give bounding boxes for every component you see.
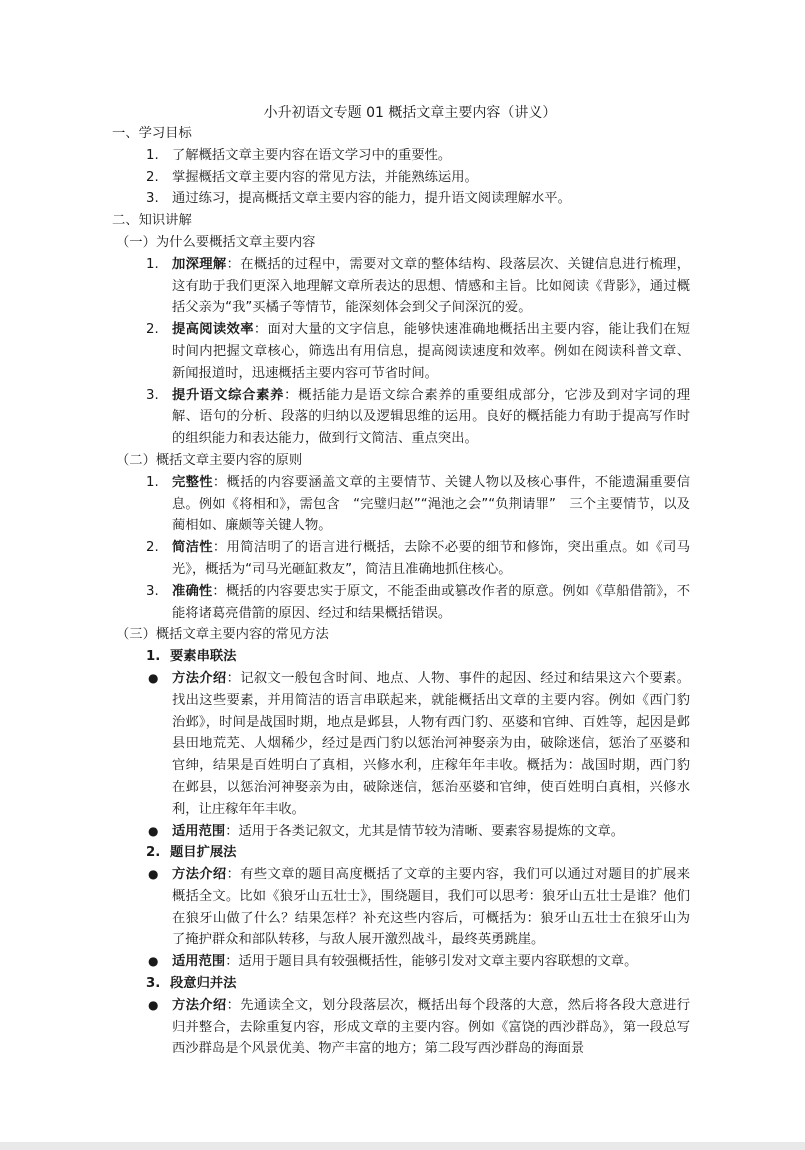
list-number: 3. [146,191,159,207]
method-name: 要素串联法 [170,649,237,665]
list-text: ：概括的内容要涵盖文章的主要情节、关键人物以及核心事件，不能遗漏重要信息。例如《将相和》，需包含 “完璧归赵”“渑池之会”“负荆请罪” 三个主要情节，以及蔺相如、廉颇等关键人物。 [172,474,690,534]
list-term: 提高阅读效率 [172,322,254,338]
bullet-item [110,864,690,951]
section-heading-goals: 一、学习目标 [112,126,192,141]
section-heading-knowledge: 二、知识讲解 [112,213,192,229]
bullet-text: ：先通读全文，划分段落层次，概括出每个段落的大意，然后将各段大意进行归并整合，去除重复内容，形成文章的主要内容。例如《富饶的西沙群岛》，第一段总写西沙群岛是个风景优美、物产丰富的地方；第二段写西沙群岛的海面景 [172,997,690,1057]
list-number: 1. [146,147,159,163]
list-number: 2. [146,540,159,556]
list-number: 1. [146,649,161,665]
bullet-text: ：适用于各类记叙文，尤其是情节较为清晰、要素容易提炼的文章。 [225,823,625,839]
bullet-term: 适用范围 [172,954,226,970]
bullet-term: 适用范围 [172,823,226,839]
bullet-dot-icon: ● [148,997,159,1012]
subsection-heading-why: （一）为什么要概括文章主要内容 [116,234,316,250]
list-number: 1. [146,474,159,490]
list-number: 1. [146,256,159,272]
list-number: 2. [146,322,159,338]
list-item [110,188,690,210]
bullet-text: ：记叙文一般包含时间、地点、人物、事件的起因、经过和结果这六个要素。找出这些要素，并用简洁的语言串联起来，就能概括出文章的主要内容。例如《西门豹治邺》，时间是战国时期，地点是邺县，人物有西门豹、巫婆和官绅、百姓等，起因是邺县田地荒芜、人烟稀少，经过是西门豹以惩治河神娶亲为由，破除迷信，惩治了巫婆和官绅，结果是百姓明白了真相，兴修水利，庄稼年年丰收。概括为：战国时期，西门豹在邺县，以惩治河神娶亲为由，破除迷信，惩治巫婆和官绅，使百姓明白真相，兴修水利，让庄稼年年丰收。 [172,670,690,817]
list-text: 了解概括文章主要内容在语文学习中的重要性。 [172,147,452,163]
list-item [110,581,690,625]
list-text: 通过练习，提高概括文章主要内容的能力，提升语文阅读理解水平。 [172,191,571,207]
subsection-heading-principles: （二）概括文章主要内容的原则 [116,452,303,468]
bullet-term: 方法介绍 [172,997,227,1013]
list-number: 2. [146,845,161,861]
list-text: ：面对大量的文字信息，能够快速准确地概括出主要内容，能让我们在短时间内把握文章核心，筛选出有用信息，提高阅读速度和效率。例如在阅读科普文章、新闻报道时，迅速概括主要内容可节省时间。 [172,322,690,381]
list-term: 加深理解 [172,256,227,272]
list-text: ：用简洁明了的语言进行概括，去除不必要的细节和修饰，突出重点。如《司马光》，概括为“司马光砸缸救友”，简洁且准确地抓住核心。 [172,540,690,577]
list-item [110,254,690,319]
method-heading [110,842,690,864]
bullet-item [110,821,690,843]
bullet-dot-icon: ● [148,670,159,685]
list-item [110,472,690,537]
list-number: 3. [146,583,159,599]
bullet-dot-icon: ● [148,954,159,969]
method-heading [110,973,690,995]
bullet-dot-icon: ● [148,823,159,838]
bullet-item [110,668,690,821]
list-item [110,167,690,189]
method-heading [110,646,690,668]
bullet-term: 方法介绍 [172,670,227,686]
list-item [110,319,690,384]
page-bottom-strip [0,1142,805,1150]
bullet-item [110,995,690,1060]
page-title: 小升初语文专题 01 概括文章主要内容（讲义） [263,105,557,121]
method-name: 题目扩展法 [170,845,237,861]
list-number: 3. [146,976,161,992]
list-item [110,385,690,450]
list-term: 简洁性 [172,540,213,556]
subsection-heading-methods: （三）概括文章主要内容的常见方法 [116,627,329,643]
list-term: 提升语文综合素养 [172,387,285,403]
list-text: ：在概括的过程中，需要对文章的整体结构、段落层次、关键信息进行梳理，这有助于我们更深入地理解文章所表达的思想、情感和主旨。比如阅读《背影》，通过概括父亲为“我”买橘子等情节，能深刻体会到父子间深沉的爱。 [172,256,690,316]
list-item [110,537,690,581]
bullet-term: 方法介绍 [172,867,227,883]
bullet-item [110,951,690,973]
bullet-text: ：适用于题目具有较强概括性，能够引发对文章主要内容联想的文章。 [225,954,638,970]
method-name: 段意归并法 [170,976,237,992]
list-item [110,145,690,167]
document-body [110,103,690,1060]
bullet-text: ：有些文章的题目高度概括了文章的主要内容，我们可以通过对题目的扩展来概括全文。比如《狼牙山五壮士》，围绕题目，我们可以思考：狼牙山五壮士是谁？他们在狼牙山做了什么？结果怎样？补充这些内容后，可概括为：狼牙山五壮士在狼牙山为了掩护群众和部队转移，与敌人展开激烈战斗，最终英勇跳崖。 [172,867,690,948]
list-text: ：概括的内容要忠实于原文，不能歪曲或篡改作者的原意。例如《草船借箭》，不能将诸葛亮借箭的原因、经过和结果概括错误。 [172,583,690,621]
bullet-dot-icon: ● [148,867,159,882]
list-text: 掌握概括文章主要内容的常见方法，并能熟练运用。 [172,169,478,185]
list-number: 2. [146,169,159,185]
list-text: ：概括能力是语文综合素养的重要组成部分，它涉及到对字词的理解、语句的分析、段落的归纳以及逻辑思维的运用。良好的概括能力有助于提高写作时的组织能力和表达能力，做到行文简洁、重点突出。 [172,387,690,447]
list-number: 3. [146,387,159,403]
list-term: 准确性 [172,583,213,599]
list-term: 完整性 [172,474,213,490]
